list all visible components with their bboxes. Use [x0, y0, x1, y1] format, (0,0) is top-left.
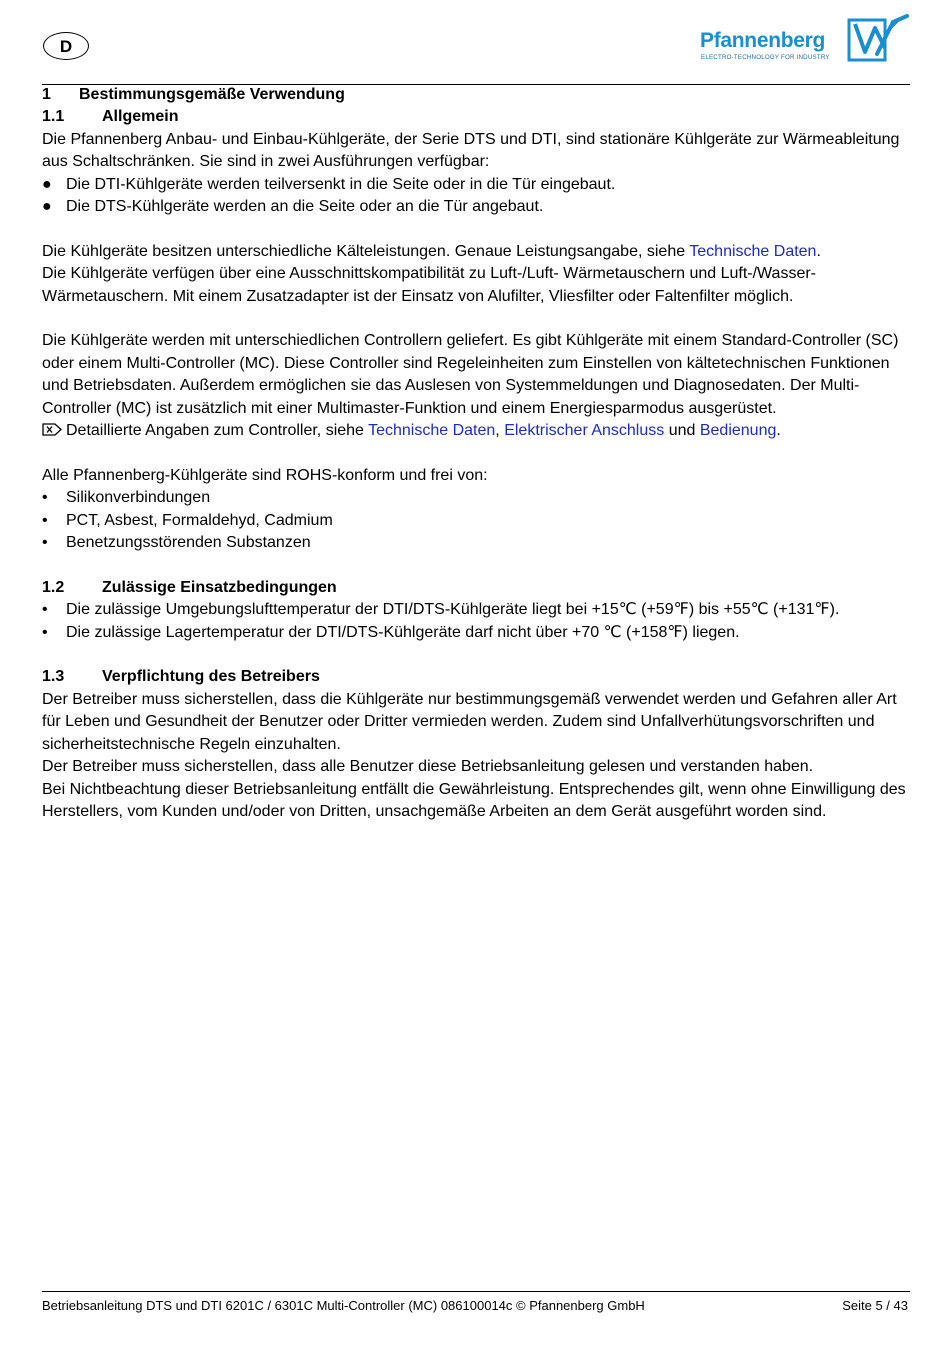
list-item: • Die zulässige Lagertemperatur der DTI/DTS-Kühlgeräte darf nicht über +70 ℃ (+158℉) liegen.: [42, 623, 740, 641]
reference-arrow-icon: [42, 423, 62, 436]
footer-rule: [42, 1291, 910, 1292]
paragraph-capacity: Die Kühlgeräte besitzen unterschiedliche Kälteleistungen. Genaue Leistungsangabe, siehe Technische Daten.: [42, 242, 821, 260]
footer-page-number: Seite 5 / 43: [842, 1298, 908, 1313]
paragraph-rohs: Alle Pfannenberg-Kühlgeräte sind ROHS-konform und frei von:: [42, 466, 488, 484]
logo-wordmark: Pfannenberg: [700, 29, 826, 52]
list-item: ● Die DTS-Kühlgeräte werden an die Seite oder an die Tür angebaut.: [42, 198, 544, 216]
list-item: • Silikonverbindungen: [42, 489, 211, 507]
pfannenberg-logo: [700, 14, 910, 64]
section-heading-1: 1 Bestimmungsgemäße Verwendung: [42, 86, 345, 103]
pfannenberg-mark-icon: [847, 14, 909, 64]
list-item: • Die zulässige Umgebungslufttemperatur der DTI/DTS-Kühlgeräte liegt bei +15℃ (+59℉) bis +55℃ (+131℉).: [42, 601, 840, 619]
paragraph-compatibility: Die Kühlgeräte verfügen über eine Ausschnittskompatibilität zu Luft-/Luft- Wärmetauschern und Luft-/Wasser-Wärmetauschern. Mit einem Zusatzadapter ist der Einsatz von Alufilter, Vliesfilter oder Faltenfilter möglich.: [42, 265, 817, 305]
paragraph-intro: Die Pfannenberg Anbau- und Einbau-Kühlgeräte, der Serie DTS und DTI, sind stationäre Kühlgeräte zur Wärmeableitung aus Schaltschränken. Sie sind in zwei Ausführungen verfügbar:: [42, 130, 900, 171]
list-item: • Benetzungsstörenden Substanzen: [42, 534, 311, 552]
paragraph-operator-2: Der Betreiber muss sicherstellen, dass alle Benutzer diese Betriebsanleitung gelesen und verstanden haben.: [42, 758, 814, 776]
language-badge: D: [43, 32, 89, 60]
page-content: [42, 84, 908, 823]
section-heading-1-2: 1.2 Zulässige Einsatzbedingungen: [42, 578, 337, 596]
paragraph-controllers: Die Kühlgeräte werden mit unterschiedlichen Controllern geliefert. Es gibt Kühlgeräte mit einem Standard-Controller (SC) oder einem Multi-Controller (MC). Diese Controller sind Regeleinheiten zum Einstellen von kältetechnischen Funktionen und Betriebsdaten. Außerdem ermöglichen sie das Auslesen von Systemmeldungen und Diagnosedaten. Der Multi-Controller (MC) ist zusätzlich mit einer Multimaster-Funktion und einem Energiesparmodus ausgerüstet.: [42, 332, 899, 417]
bullet-list-models: [42, 174, 908, 219]
section-heading-1-3: 1.3 Verpflichtung des Betreibers: [42, 668, 320, 686]
list-item: • PCT, Asbest, Formaldehyd, Cadmium: [42, 511, 333, 529]
link-elektrischer-anschluss[interactable]: Elektrischer Anschluss: [504, 422, 665, 440]
link-bedienung[interactable]: Bedienung: [699, 422, 777, 440]
link-technische-daten[interactable]: Technische Daten: [689, 242, 817, 260]
logo-tagline: ELECTRO-TECHNOLOGY FOR INDUSTRY: [701, 54, 830, 61]
link-technische-daten-2[interactable]: Technische Daten: [368, 422, 496, 440]
reference-line: Detaillierte Angaben zum Controller, siehe Technische Daten, Elektrischer Anschluss und Bedienung.: [42, 420, 908, 442]
paragraph-operator-1: Der Betreiber muss sicherstellen, dass die Kühlgeräte nur bestimmungsgemäß verwendet werden und Gefahren aller Art für Leben und Gesundheit der Benutzer oder Dritter vermieden werden. Zudem sind Unfallverhütungsvorschriften und sicherheitstechnische Regeln einzuhalten.: [42, 690, 897, 753]
footer-document-title: Betriebsanleitung DTS und DTI 6201C / 6301C Multi-Controller (MC) 086100014c © Pfannenberg GmbH: [42, 1298, 645, 1313]
bullet-list-rohs: [42, 487, 908, 554]
bullet-list-conditions: [42, 599, 908, 644]
paragraph-operator-3: Bei Nichtbeachtung dieser Betriebsanleitung entfällt die Gewährleistung. Entsprechendes gilt, wenn ohne Einwilligung des Herstellers, vom Kunden und/oder von Dritten, unsachgemäße Arbeiten an dem Gerät ausgeführt worden sind.: [42, 780, 906, 820]
section-heading-1-1: 1.1 Allgemein: [42, 108, 179, 126]
list-item: ● Die DTI-Kühlgeräte werden teilversenkt in die Seite oder in die Tür eingebaut.: [42, 175, 616, 193]
